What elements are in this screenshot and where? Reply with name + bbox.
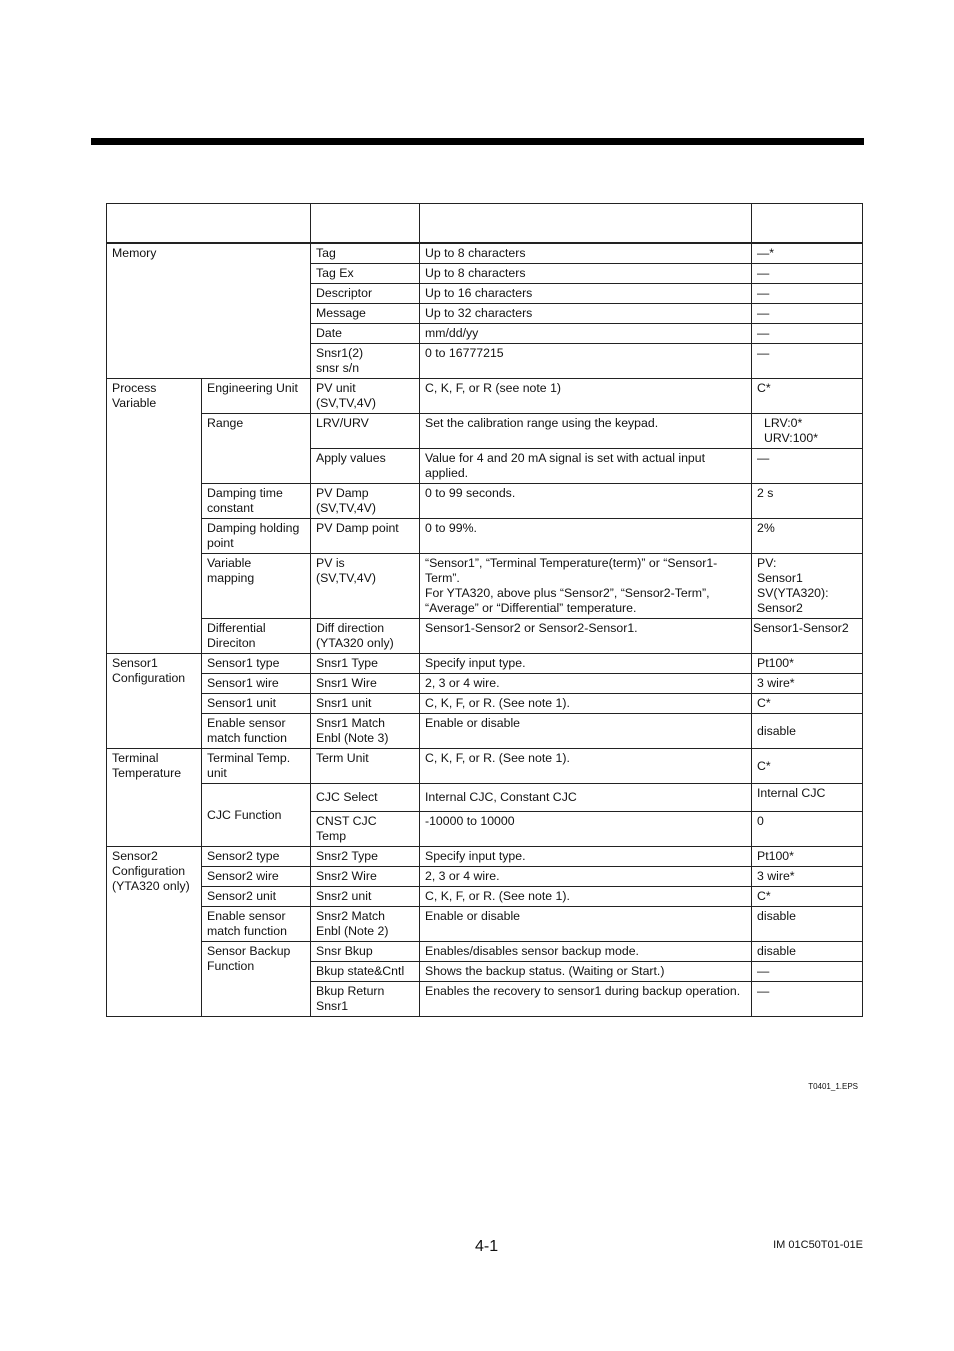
default-cell: —* [752, 243, 863, 264]
param-cell: PV is (SV,TV,4V) [311, 554, 420, 619]
desc-cell: Specify input type. [420, 847, 752, 867]
param-cell: LRV/URV [311, 414, 420, 449]
table-row [107, 749, 863, 784]
default-cell: C* [752, 887, 863, 907]
desc-cell: -10000 to 10000 [420, 812, 752, 847]
table-header-row [107, 204, 863, 244]
subitem-cell: Variable mapping [202, 554, 311, 619]
desc-cell: Value for 4 and 20 mA signal is set with actual input applied. [420, 449, 752, 484]
subitem-cell: Differential Direciton [202, 619, 311, 654]
param-cell: Snsr1 unit [311, 694, 420, 714]
param-cell: Tag [311, 243, 420, 264]
default-cell: 2% [752, 519, 863, 554]
param-cell: Apply values [311, 449, 420, 484]
desc-cell: Shows the backup status. (Waiting or Start.) [420, 962, 752, 982]
table-row [107, 414, 863, 449]
desc-cell: 2, 3 or 4 wire. [420, 867, 752, 887]
subitem-cell: Sensor1 type [202, 654, 311, 674]
subitem-cell: Terminal Temp. unit [202, 749, 311, 784]
param-cell: Bkup state&Cntl [311, 962, 420, 982]
desc-cell: Enables the recovery to sensor1 during backup operation. [420, 982, 752, 1017]
page-number: 4-1 [475, 1238, 499, 1255]
param-cell: Descriptor [311, 284, 420, 304]
param-cell: PV unit (SV,TV,4V) [311, 379, 420, 414]
default-cell: — [752, 982, 863, 1017]
subitem-cell: Sensor1 wire [202, 674, 311, 694]
table-row [107, 379, 863, 414]
param-cell: Term Unit [311, 749, 420, 784]
desc-cell: Up to 8 characters [420, 243, 752, 264]
param-cell: PV Damp (SV,TV,4V) [311, 484, 420, 519]
group-sensor1-configuration: Sensor1 Configuration [107, 654, 202, 749]
table-row [107, 694, 863, 714]
desc-cell: C, K, F, or R. (See note 1). [420, 694, 752, 714]
table-row [107, 484, 863, 519]
param-cell: Date [311, 324, 420, 344]
desc-cell: Enables/disables sensor backup mode. [420, 942, 752, 962]
desc-cell: Specify input type. [420, 654, 752, 674]
subitem-cell: CJC Function [202, 784, 311, 847]
param-cell: Snsr2 Type [311, 847, 420, 867]
default-cell: C* [752, 749, 863, 784]
header-cell-parameter [311, 204, 420, 244]
table-row [107, 554, 863, 619]
param-cell: CJC Select [311, 784, 420, 812]
group-sensor2-configuration: Sensor2 Configuration (YTA320 only) [107, 847, 202, 1017]
param-cell: Snsr1 Type [311, 654, 420, 674]
default-cell: — [752, 324, 863, 344]
header-cell-default [752, 204, 863, 244]
param-cell: Snsr1 Wire [311, 674, 420, 694]
default-cell: PV: Sensor1 SV(YTA320): Sensor2 [752, 554, 863, 619]
default-cell: C* [752, 379, 863, 414]
table-row [107, 942, 863, 962]
subitem-cell: Sensor2 type [202, 847, 311, 867]
table-row [107, 654, 863, 674]
subitem-cell: Damping holding point [202, 519, 311, 554]
param-cell: Snsr2 Match Enbl (Note 2) [311, 907, 420, 942]
param-cell: Snsr Bkup [311, 942, 420, 962]
subitem-cell: Sensor2 wire [202, 867, 311, 887]
desc-cell: C, K, F, or R. (See note 1). [420, 749, 752, 784]
table-row [107, 907, 863, 942]
default-cell: Sensor1-Sensor2 [752, 619, 863, 654]
default-cell: 0 [752, 812, 863, 847]
param-cell: Bkup Return Snsr1 [311, 982, 420, 1017]
default-cell: — [752, 962, 863, 982]
param-cell: CNST CJC Temp [311, 812, 420, 847]
top-rule [91, 138, 864, 145]
default-cell: disable [752, 942, 863, 962]
subitem-cell: Enable sensor match function [202, 907, 311, 942]
header-cell-item [107, 204, 311, 244]
desc-cell: 2, 3 or 4 wire. [420, 674, 752, 694]
default-cell: 3 wire* [752, 674, 863, 694]
figure-reference: T0401_1.EPS [808, 1082, 858, 1091]
desc-cell: 0 to 16777215 [420, 344, 752, 379]
param-cell: Diff direction (YTA320 only) [311, 619, 420, 654]
subitem-cell: Range [202, 414, 311, 484]
table-row [107, 714, 863, 749]
default-cell: Pt100* [752, 654, 863, 674]
table-row [107, 674, 863, 694]
desc-cell: Sensor1-Sensor2 or Sensor2-Sensor1. [420, 619, 752, 654]
default-cell: 3 wire* [752, 867, 863, 887]
desc-cell: 0 to 99%. [420, 519, 752, 554]
desc-cell: C, K, F, or R. (See note 1). [420, 887, 752, 907]
desc-cell: Up to 16 characters [420, 284, 752, 304]
subitem-cell: Damping time constant [202, 484, 311, 519]
table-row [107, 519, 863, 554]
document-id: IM 01C50T01-01E [773, 1239, 863, 1251]
default-cell: disable [752, 907, 863, 942]
param-cell: PV Damp point [311, 519, 420, 554]
param-cell: Snsr2 unit [311, 887, 420, 907]
subitem-cell: Enable sensor match function [202, 714, 311, 749]
default-cell: LRV:0* URV:100* [752, 414, 863, 449]
default-cell: C* [752, 694, 863, 714]
table-row [107, 784, 863, 812]
table-row [107, 243, 863, 264]
group-process-variable: Process Variable [107, 379, 202, 654]
table-row [107, 847, 863, 867]
default-cell: — [752, 284, 863, 304]
subitem-cell: Sensor1 unit [202, 694, 311, 714]
subitem-cell: Engineering Unit [202, 379, 311, 414]
desc-cell: Enable or disable [420, 714, 752, 749]
header-cell-description [420, 204, 752, 244]
desc-cell: “Sensor1”, “Terminal Temperature(term)” or “Sensor1-Term”. For YTA320, above plus “Sensor2”, “Sensor2-Term”, “Average” or “Differential” temperature. [420, 554, 752, 619]
table-row [107, 887, 863, 907]
parameter-table [106, 203, 863, 1017]
param-cell: Message [311, 304, 420, 324]
desc-cell: Internal CJC, Constant CJC [420, 784, 752, 812]
default-cell: disable [752, 714, 863, 749]
default-cell: — [752, 304, 863, 324]
param-cell: Snsr1 Match Enbl (Note 3) [311, 714, 420, 749]
desc-cell: Enable or disable [420, 907, 752, 942]
table-row [107, 867, 863, 887]
desc-cell: Up to 32 characters [420, 304, 752, 324]
default-cell: 2 s [752, 484, 863, 519]
default-cell: — [752, 344, 863, 379]
group-memory: Memory [107, 243, 311, 379]
default-cell: Internal CJC [752, 784, 863, 812]
desc-cell: Set the calibration range using the keypad. [420, 414, 752, 449]
default-cell: — [752, 264, 863, 284]
param-cell: Snsr2 Wire [311, 867, 420, 887]
default-cell: — [752, 449, 863, 484]
desc-cell: C, K, F, or R (see note 1) [420, 379, 752, 414]
subitem-cell: Sensor2 unit [202, 887, 311, 907]
param-cell: Snsr1(2) snsr s/n [311, 344, 420, 379]
default-cell: Pt100* [752, 847, 863, 867]
subitem-cell: Sensor Backup Function [202, 942, 311, 1017]
table-row [107, 619, 863, 654]
group-terminal-temperature: Terminal Temperature [107, 749, 202, 847]
desc-cell: Up to 8 characters [420, 264, 752, 284]
desc-cell: 0 to 99 seconds. [420, 484, 752, 519]
param-cell: Tag Ex [311, 264, 420, 284]
desc-cell: mm/dd/yy [420, 324, 752, 344]
